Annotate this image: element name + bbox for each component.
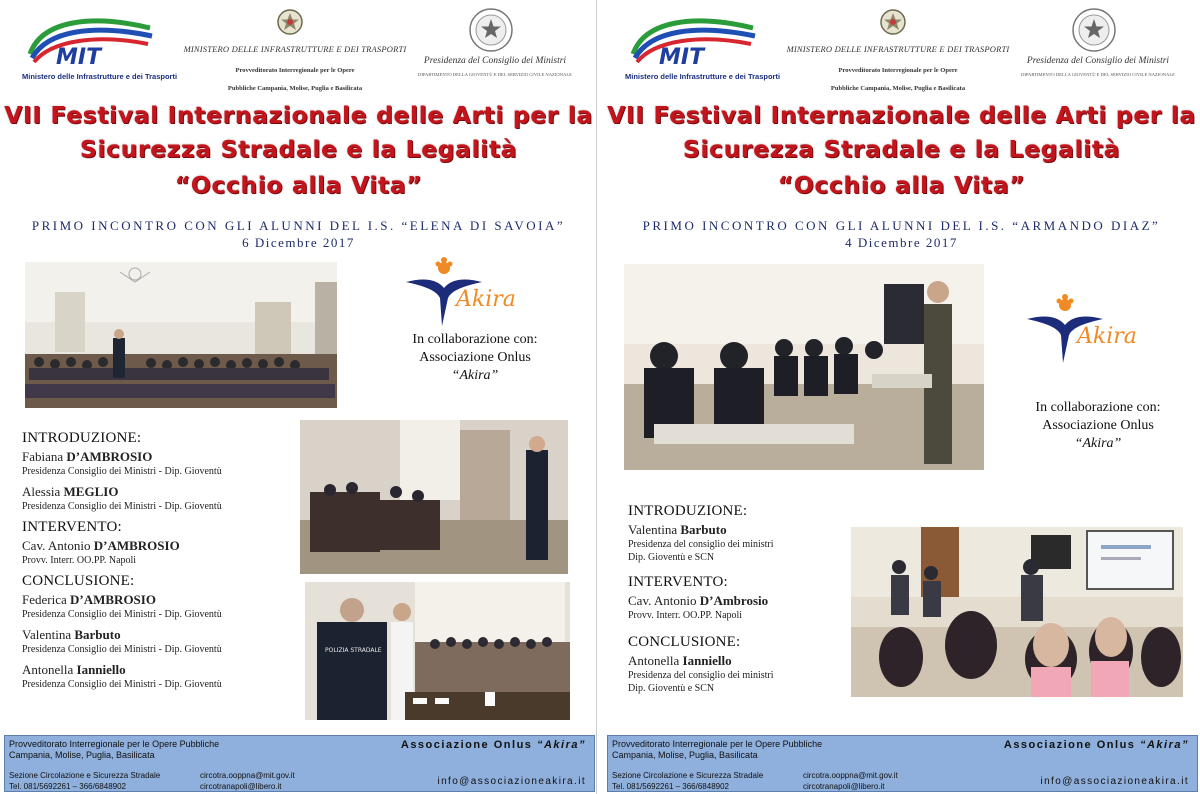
section-conclusion: CONCLUSIONE:: [628, 634, 741, 650]
mit-logo: [625, 10, 781, 84]
akira-wordmark: Akira: [1077, 324, 1137, 349]
section-intervention: INTERVENTO:: [628, 574, 728, 590]
meeting-date: 6 Dicembre 2017: [242, 235, 355, 250]
presidency-seal-icon: [1063, 6, 1125, 54]
svg-text:MIT: MIT: [56, 45, 102, 70]
speaker-role: Presidenza del consiglio dei ministri: [628, 670, 774, 681]
collab-line-3: “Akira”: [1074, 436, 1122, 451]
collaboration-block: [380, 331, 570, 385]
speaker-name: Valentina Barbuto: [628, 522, 727, 537]
festival-title-line-1: VII Festival Internazionale delle Arti per la: [4, 101, 593, 129]
akira-logo: [1023, 285, 1153, 375]
speaker-name: Antonella Ianniello: [628, 653, 732, 668]
speaker-role: Provv. Interr. OO.PP. Napoli: [22, 555, 137, 566]
footer-office-line-2: Campania, Molise, Puglia, Basilicata: [612, 750, 758, 760]
photo-classroom-students: [624, 264, 984, 470]
speaker-name: Cav. Antonio D’AMBROSIO: [22, 538, 180, 553]
program-list: [22, 424, 294, 697]
speaker-role-detail: Dip. Gioventù e SCN: [628, 683, 715, 694]
provveditorato-line-2: Pubbliche Campania, Molise, Puglia e Basilicata: [830, 85, 966, 92]
presidency-name: Presidenza del Consiglio dei Ministri: [423, 56, 567, 66]
meeting-heading: PRIMO INCONTRO CON GLI ALUNNI DEL I.S. “ARMANDO DIAZ”: [642, 218, 1161, 233]
footer-phone: Tel. 081/5692261 – 366/6848902: [612, 782, 729, 791]
photo-speaker-with-microphone: [300, 420, 568, 574]
ministry-name: MINISTERO DELLE INFRASTRUTTURE E DEI TRASPORTI: [786, 44, 1010, 54]
collab-line-3: “Akira”: [451, 368, 499, 383]
footer: [607, 735, 1198, 792]
speaker-role: Presidenza Consiglio dei Ministri - Dip. Gioventù: [22, 644, 222, 655]
speaker-role: Presidenza Consiglio dei Ministri - Dip. Gioventù: [22, 466, 222, 477]
provveditorato-line-2: Pubbliche Campania, Molise, Puglia e Basilicata: [227, 85, 363, 92]
speaker-name: Fabiana D’AMBROSIO: [22, 449, 153, 464]
collab-line-2: Associazione Onlus: [419, 350, 531, 365]
speaker-role: Presidenza Consiglio dei Ministri - Dip. Gioventù: [22, 609, 222, 620]
akira-logo: [402, 248, 532, 338]
footer-association: Associazione Onlus “Akira”: [1003, 739, 1189, 751]
speaker-role-detail: Dip. Gioventù e SCN: [628, 552, 715, 563]
footer-email-1[interactable]: circotra.ooppna@mit.gov.it: [803, 771, 898, 780]
footer-email-1[interactable]: circotra.ooppna@mit.gov.it: [200, 771, 295, 780]
footer-association: Associazione Onlus “Akira”: [400, 739, 586, 751]
poster-header: [0, 4, 597, 94]
footer-association-email[interactable]: info@associazioneakira.it: [437, 776, 586, 787]
collab-line-1: In collaborazione con:: [412, 332, 538, 347]
akira-wordmark: Akira: [456, 287, 516, 312]
footer-email-2[interactable]: circotranapoli@libero.it: [803, 782, 885, 791]
footer-phone: Tel. 081/5692261 – 366/6848902: [9, 782, 126, 791]
section-introduction: INTRODUZIONE:: [628, 503, 748, 519]
footer-email-2[interactable]: circotranapoli@libero.it: [200, 782, 282, 791]
festival-title-line-2: Sicurezza Stradale e la Legalità: [79, 135, 518, 163]
photo-polizia-stradale: [305, 582, 570, 720]
svg-text:POLIZIA STRADALE: POLIZIA STRADALE: [325, 647, 382, 654]
speaker-role: Presidenza del consiglio dei ministri: [628, 539, 774, 550]
footer-section: Sezione Circolazione e Sicurezza Stradale: [612, 771, 764, 780]
speaker-role: Presidenza Consiglio dei Ministri - Dip. Gioventù: [22, 679, 222, 690]
mit-caption: Ministero delle Infrastrutture e dei Trasporti: [625, 72, 781, 81]
ministry-name: MINISTERO DELLE INFRASTRUTTURE E DEI TRASPORTI: [183, 44, 407, 54]
section-conclusion: CONCLUSIONE:: [22, 573, 135, 589]
collab-line-1: In collaborazione con:: [1035, 400, 1161, 415]
festival-title-line-3: “Occhio alla Vita”: [777, 171, 1026, 199]
speaker-role: Provv. Interr. OO.PP. Napoli: [628, 610, 743, 621]
photo-presentation-room: [851, 527, 1183, 697]
poster-elena-di-savoia: [0, 0, 597, 794]
festival-title-line-2: Sicurezza Stradale e la Legalità: [682, 135, 1121, 163]
program-list: [628, 497, 848, 701]
footer: [4, 735, 595, 792]
speaker-name: Antonella Ianniello: [22, 662, 126, 677]
speaker-role: Presidenza Consiglio dei Ministri - Dip. Gioventù: [22, 501, 222, 512]
footer-section: Sezione Circolazione e Sicurezza Stradale: [9, 771, 161, 780]
mit-caption: Ministero delle Infrastrutture e dei Trasporti: [22, 72, 178, 81]
photo-auditorium: [25, 262, 337, 408]
speaker-name: Cav. Antonio D’Ambrosio: [628, 593, 769, 608]
presidency-name: Presidenza del Consiglio dei Ministri: [1026, 56, 1170, 66]
svg-text:MIT: MIT: [659, 45, 705, 70]
section-intervention: INTERVENTO:: [22, 519, 122, 535]
footer-office-line-1: Provveditorato Interregionale per le Opere Pubbliche: [612, 739, 823, 749]
poster-header: [603, 4, 1200, 94]
poster-armando-diaz: [603, 0, 1200, 794]
footer-office-line-2: Campania, Molise, Puglia, Basilicata: [9, 750, 155, 760]
section-introduction: INTRODUZIONE:: [22, 430, 142, 446]
festival-title-line-3: “Occhio alla Vita”: [174, 171, 423, 199]
italian-emblem-icon: [878, 6, 908, 40]
department-name: DIPARTIMENTO DELLA GIOVENTÙ E DEL SERVIZIO CIVILE NAZIONALE: [1021, 72, 1175, 77]
department-name: DIPARTIMENTO DELLA GIOVENTÙ E DEL SERVIZIO CIVILE NAZIONALE: [418, 72, 572, 77]
meeting-date: 4 Dicembre 2017: [845, 235, 958, 250]
footer-office-line-1: Provveditorato Interregionale per le Opere Pubbliche: [9, 739, 220, 749]
speaker-name: Alessia MEGLIO: [22, 484, 119, 499]
collaboration-block: [1003, 399, 1193, 453]
provveditorato-line-1: Provveditorato Interregionale per le Opere: [235, 67, 355, 74]
mit-logo: [22, 10, 178, 84]
speaker-name: Valentina Barbuto: [22, 627, 121, 642]
footer-association-email[interactable]: info@associazioneakira.it: [1040, 776, 1189, 787]
meeting-heading: PRIMO INCONTRO CON GLI ALUNNI DEL I.S. “ELENA DI SAVOIA”: [31, 218, 566, 233]
provveditorato-line-1: Provveditorato Interregionale per le Opere: [838, 67, 958, 74]
speaker-name: Federica D’AMBROSIO: [22, 592, 156, 607]
italian-emblem-icon: [275, 6, 305, 40]
collab-line-2: Associazione Onlus: [1042, 418, 1154, 433]
presidency-seal-icon: [460, 6, 522, 54]
festival-title-line-1: VII Festival Internazionale delle Arti per la: [607, 101, 1196, 129]
